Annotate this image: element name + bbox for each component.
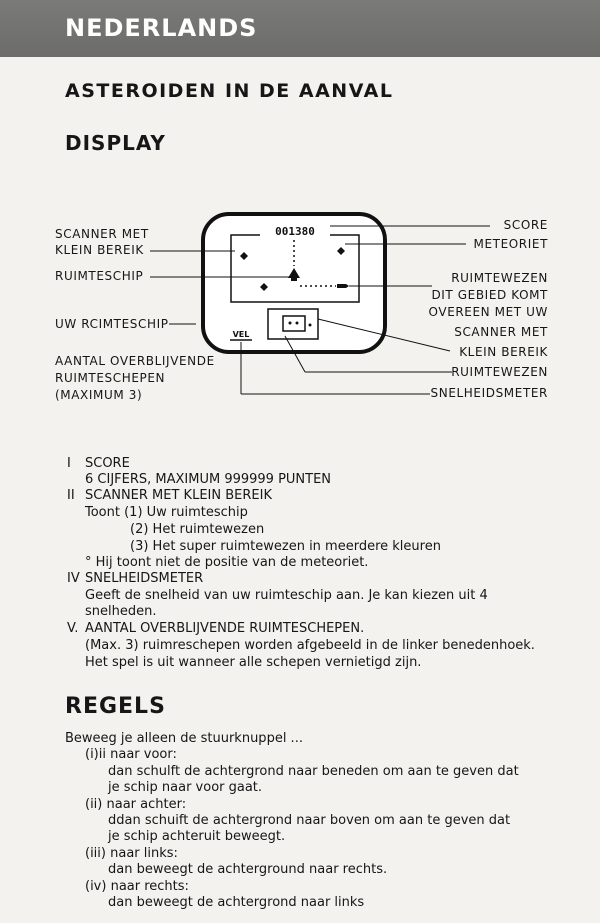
label-score: SCORE bbox=[503, 218, 548, 232]
section-text: Geeft de snelheid van uw ruimteschip aan. Je kan kiezen uit 4 bbox=[85, 588, 488, 603]
screen-speed: VEL bbox=[232, 330, 250, 339]
rule-text: ddan schuift de achtergrond naar boven om aan te geven dat bbox=[108, 813, 511, 828]
section-title: SNELHEIDSMETER bbox=[85, 571, 204, 586]
rule-text: dan schulft de achtergrond naar beneden om aan te geven dat bbox=[108, 764, 519, 779]
rule-text: je schip achteruit beweegt. bbox=[108, 829, 286, 844]
section-text: snelheden. bbox=[85, 604, 157, 619]
label-scanner-1: SCANNER MET bbox=[55, 227, 149, 241]
section-text: Toont (1) Uw ruimteschip bbox=[85, 505, 248, 520]
section-title: SCANNER MET KLEIN BEREIK bbox=[85, 488, 272, 503]
label-remaining-1: AANTAL OVERBLIJVENDE bbox=[55, 354, 215, 368]
section-text: (3) Het super ruimtewezen in meerdere kleuren bbox=[130, 539, 441, 554]
section-text: 6 CIJFERS, MAXIMUM 999999 PUNTEN bbox=[85, 472, 332, 487]
rule-text: je schip naar voor gaat. bbox=[108, 780, 263, 795]
label-alien-1: RUIMTEWEZEN bbox=[451, 271, 548, 285]
label-meteor: METEORIET bbox=[473, 237, 548, 251]
screen-score: 001380 bbox=[275, 225, 315, 238]
section-text: (2) Het ruimtewezen bbox=[130, 522, 265, 537]
label-alien-3: OVEREEN MET UW bbox=[428, 305, 548, 319]
section-note: ° Hij toont niet de positie van de meteoriet. bbox=[85, 555, 369, 570]
section-title: SCORE bbox=[85, 456, 130, 471]
rule-label: (iv) naar rechts: bbox=[85, 879, 189, 894]
rule-text: dan beweegt de achterground naar rechts. bbox=[108, 862, 388, 877]
section-title: AANTAL OVERBLIJVENDE RUIMTESCHEPEN. bbox=[85, 621, 365, 636]
label-scanner-2: KLEIN BEREIK bbox=[55, 243, 144, 257]
rule-label: (i)ii naar voor: bbox=[85, 747, 177, 762]
section-number: IV bbox=[67, 571, 80, 586]
label-remaining-3: (MAXIMUM 3) bbox=[55, 388, 143, 402]
section-number: II bbox=[67, 488, 75, 503]
section-number: V. bbox=[67, 621, 79, 636]
display-heading: DISPLAY bbox=[65, 131, 166, 155]
label-alien-5: KLEIN BEREIK bbox=[459, 345, 548, 359]
rule-label: (iii) naar links: bbox=[85, 846, 178, 861]
rule-label: (ii) naar achter: bbox=[85, 797, 187, 812]
label-alien-6: RUIMTEWEZEN bbox=[451, 365, 548, 379]
section-text: Het spel is uit wanneer alle schepen vernietigd zijn. bbox=[85, 655, 422, 670]
section-text: (Max. 3) ruimreschepen worden afgebeeld in de linker benedenhoek. bbox=[85, 638, 535, 653]
label-ship: RUIMTESCHIP bbox=[55, 269, 144, 283]
label-remaining-2: RUIMTESCHEPEN bbox=[55, 371, 166, 385]
label-speed: SNELHEIDSMETER bbox=[430, 386, 548, 400]
label-your-ship: UW RCIMTESCHIP bbox=[55, 317, 169, 331]
language-title: NEDERLANDS bbox=[65, 14, 258, 42]
rules-intro: Beweeg je alleen de stuurknuppel ... bbox=[65, 731, 303, 746]
rules-heading: REGELS bbox=[65, 694, 166, 719]
label-alien-2: DIT GEBIED KOMT bbox=[431, 288, 548, 302]
rule-text: dan beweegt de achtergrond naar links bbox=[108, 895, 365, 910]
label-alien-4: SCANNER MET bbox=[454, 325, 548, 339]
page-title: ASTEROIDEN IN DE AANVAL bbox=[65, 80, 394, 102]
section-number: I bbox=[67, 456, 71, 471]
